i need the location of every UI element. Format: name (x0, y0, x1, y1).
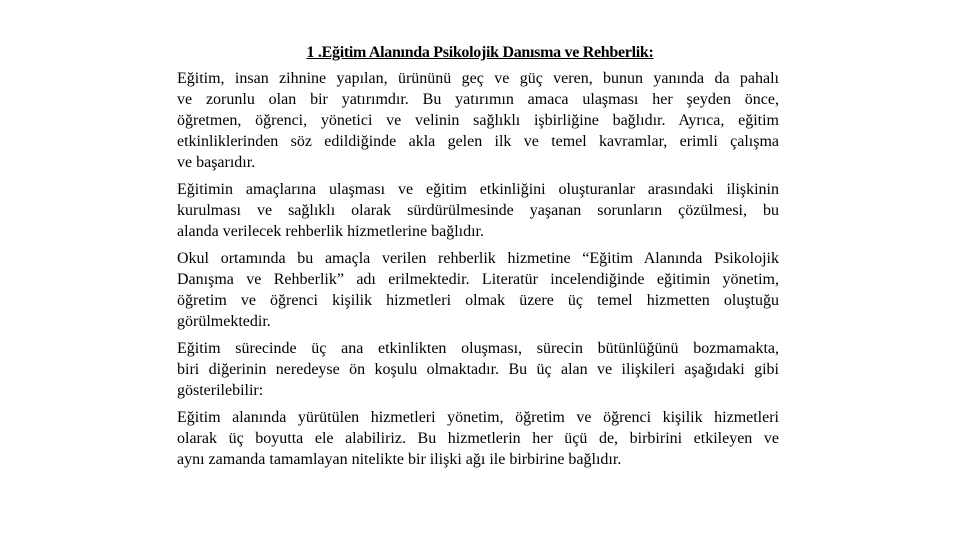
text-line: aynı zamanda tamamlayan nitelikte bir ilişki ağı ile birbirine bağlıdır. (177, 451, 622, 468)
text-line: Eğitimin amaçlarına ulaşması ve eğitim etkinliğini oluşturanlar arasındaki ilişkinin (177, 181, 779, 198)
text-line: görülmektedir. (177, 313, 271, 330)
paragraph (177, 407, 779, 470)
text-line: Eğitim alanında yürütülen hizmetleri yönetim, öğretim ve öğrenci kişilik hizmetleri (177, 409, 779, 426)
text-line: etkinliklerinden söz edildiğinde akla gelen ilk ve temel kavramlar, erimli çalışma (177, 133, 779, 150)
text-line: öğretim ve öğrenci kişilik hizmetleri olmak üzere üç temel hizmetten oluştuğu (177, 292, 779, 309)
text-line: alanda verilecek rehberlik hizmetlerine bağlıdır. (177, 223, 484, 240)
text-line: ve zorunlu olan bir yatırımdır. Bu yatırımın amaca ulaşması her şeyden önce, (177, 91, 779, 108)
paragraph (177, 68, 779, 173)
text-line: kurulması ve sağlıklı olarak sürdürülmesinde yaşanan sorunların çözülmesi, bu (177, 202, 779, 219)
paragraph (177, 248, 779, 332)
text-line: biri diğerinin neredeyse ön koşulu olmaktadır. Bu üç alan ve ilişkileri aşağıdaki gibi (177, 361, 779, 378)
text-line: ve başarıdır. (177, 154, 256, 171)
text-line: olarak üç boyutta ele alabiliriz. Bu hizmetlerin her üçü de, birbirini etkileyen ve (177, 430, 779, 447)
text-line: Danışma ve Rehberlik” adı erilmektedir. Literatür incelendiğinde eğitimin yönetim, (177, 271, 779, 288)
text-line: gösterilebilir: (177, 382, 264, 399)
text-line: Eğitim, insan zihnine yapılan, ürününü geç ve güç veren, bunun yanında da pahalı (177, 70, 779, 87)
section-title: 1 .Eğitim Alanında Psikolojik Danısma ve Rehberlik: (306, 44, 654, 61)
document-body (177, 68, 779, 476)
text-line: öğretmen, öğrenci, yönetici ve velinin sağlıklı işbirliğine bağlıdır. Ayrıca, eğitim (177, 112, 779, 129)
paragraph (177, 179, 779, 242)
paragraph (177, 338, 779, 401)
text-line: Okul ortamında bu amaçla verilen rehberlik hizmetine “Eğitim Alanında Psikolojik (177, 250, 779, 267)
text-line: Eğitim sürecinde üç ana etkinlikten oluşması, sürecin bütünlüğünü bozmamakta, (177, 340, 779, 357)
